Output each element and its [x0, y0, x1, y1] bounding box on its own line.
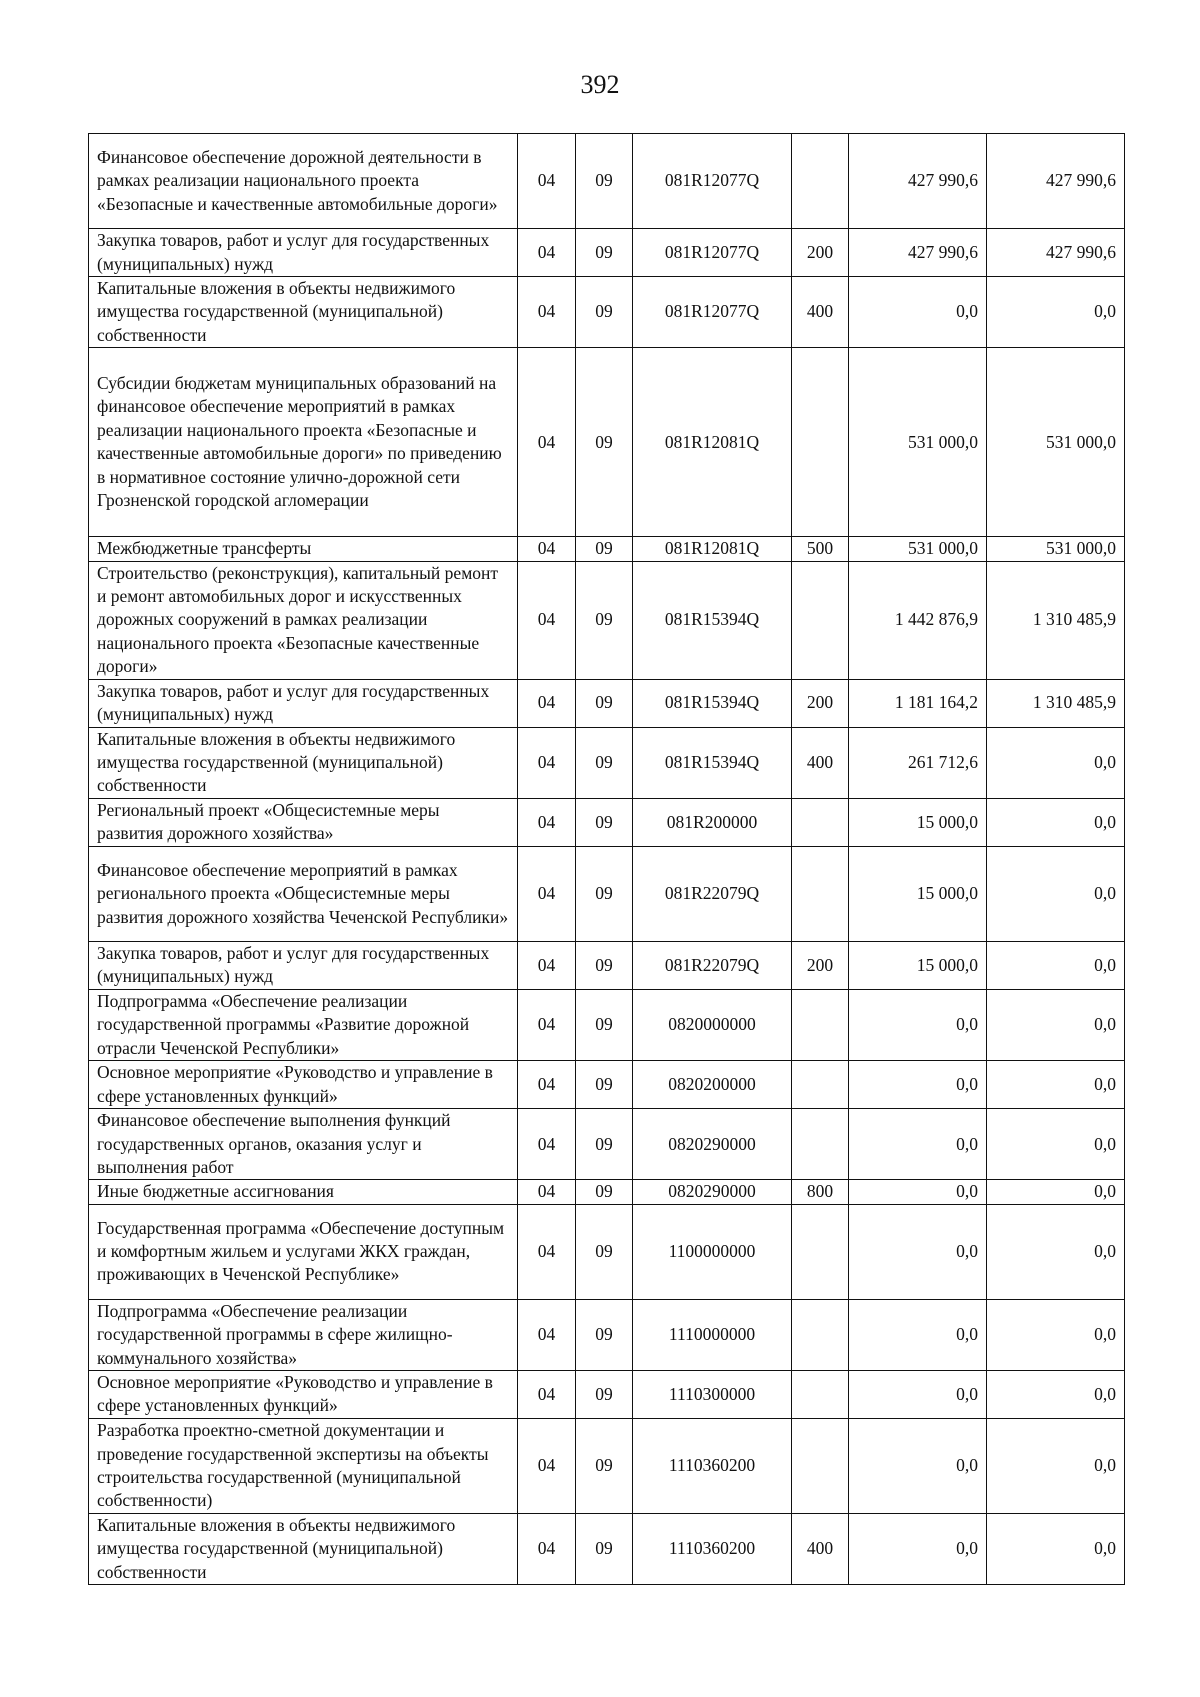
expense-type-code [792, 1204, 849, 1299]
amount-year-2: 0,0 [987, 1418, 1125, 1513]
table-row [89, 1109, 1125, 1180]
row-name: Строительство (реконструкция), капитальный ремонт и ремонт автомобильных дорог и искусственных дорожных сооружений в рамках реализации национального проекта «Безопасные качественные дороги» [89, 561, 518, 679]
expense-type-code: 200 [792, 229, 849, 277]
table-body [89, 134, 1125, 1585]
table-row [89, 1370, 1125, 1418]
target-article-code: 0820290000 [633, 1180, 792, 1204]
target-article-code: 081R15394Q [633, 561, 792, 679]
row-name: Основное мероприятие «Руководство и управление в сфере установленных функций» [89, 1370, 518, 1418]
section-code: 04 [518, 798, 576, 846]
target-article-code: 1100000000 [633, 1204, 792, 1299]
amount-year-2: 0,0 [987, 846, 1125, 941]
table-row [89, 1204, 1125, 1299]
row-name: Финансовое обеспечение выполнения функций государственных органов, оказания услуг и выполнения работ [89, 1109, 518, 1180]
expense-type-code [792, 1109, 849, 1180]
amount-year-2: 0,0 [987, 727, 1125, 798]
subsection-code: 09 [576, 561, 633, 679]
row-name: Субсидии бюджетам муниципальных образований на финансовое обеспечение мероприятий в рамках реализации национального проекта «Безопасные и качественные автомобильные дороги» по приведению в нормативное состояние улично-дорожной сети Грозненской городской агломерации [89, 348, 518, 537]
expense-type-code [792, 1370, 849, 1418]
target-article-code: 081R200000 [633, 798, 792, 846]
amount-year-2: 0,0 [987, 1204, 1125, 1299]
target-article-code: 081R12081Q [633, 537, 792, 561]
subsection-code: 09 [576, 1180, 633, 1204]
row-name: Подпрограмма «Обеспечение реализации государственной программы в сфере жилищно-коммунального хозяйства» [89, 1299, 518, 1370]
expense-type-code [792, 846, 849, 941]
row-name: Капитальные вложения в объекты недвижимого имущества государственной (муниципальной) собственности [89, 727, 518, 798]
section-code: 04 [518, 727, 576, 798]
row-name: Региональный проект «Общесистемные меры развития дорожного хозяйства» [89, 798, 518, 846]
target-article-code: 081R12077Q [633, 277, 792, 348]
expense-type-code [792, 798, 849, 846]
amount-year-1: 15 000,0 [849, 941, 987, 989]
amount-year-1: 0,0 [849, 1370, 987, 1418]
subsection-code: 09 [576, 1061, 633, 1109]
amount-year-2: 531 000,0 [987, 537, 1125, 561]
amount-year-1: 0,0 [849, 1109, 987, 1180]
amount-year-2: 0,0 [987, 798, 1125, 846]
row-name: Иные бюджетные ассигнования [89, 1180, 518, 1204]
section-code: 04 [518, 1370, 576, 1418]
table-row [89, 1061, 1125, 1109]
amount-year-1: 427 990,6 [849, 229, 987, 277]
section-code: 04 [518, 134, 576, 229]
subsection-code: 09 [576, 229, 633, 277]
subsection-code: 09 [576, 798, 633, 846]
table-row [89, 229, 1125, 277]
amount-year-1: 15 000,0 [849, 798, 987, 846]
expense-type-code: 400 [792, 277, 849, 348]
section-code: 04 [518, 1061, 576, 1109]
amount-year-1: 0,0 [849, 1418, 987, 1513]
target-article-code: 1110000000 [633, 1299, 792, 1370]
subsection-code: 09 [576, 1513, 633, 1584]
expense-type-code: 200 [792, 941, 849, 989]
row-name: Закупка товаров, работ и услуг для государственных (муниципальных) нужд [89, 229, 518, 277]
expense-type-code: 400 [792, 1513, 849, 1584]
row-name: Капитальные вложения в объекты недвижимого имущества государственной (муниципальной) собственности [89, 277, 518, 348]
section-code: 04 [518, 1299, 576, 1370]
amount-year-2: 0,0 [987, 1299, 1125, 1370]
amount-year-1: 0,0 [849, 277, 987, 348]
table-row [89, 1180, 1125, 1204]
target-article-code: 0820000000 [633, 989, 792, 1060]
amount-year-1: 0,0 [849, 1180, 987, 1204]
amount-year-2: 0,0 [987, 1109, 1125, 1180]
section-code: 04 [518, 941, 576, 989]
row-name: Подпрограмма «Обеспечение реализации государственной программы «Развитие дорожной отрасли Чеченской Республики» [89, 989, 518, 1060]
target-article-code: 0820200000 [633, 1061, 792, 1109]
expense-type-code [792, 1299, 849, 1370]
section-code: 04 [518, 679, 576, 727]
subsection-code: 09 [576, 134, 633, 229]
expense-type-code [792, 134, 849, 229]
amount-year-1: 0,0 [849, 1513, 987, 1584]
amount-year-1: 1 442 876,9 [849, 561, 987, 679]
target-article-code: 081R15394Q [633, 679, 792, 727]
expense-type-code [792, 561, 849, 679]
section-code: 04 [518, 1180, 576, 1204]
table-row [89, 1299, 1125, 1370]
section-code: 04 [518, 229, 576, 277]
amount-year-2: 0,0 [987, 1513, 1125, 1584]
amount-year-2: 0,0 [987, 1061, 1125, 1109]
subsection-code: 09 [576, 941, 633, 989]
amount-year-2: 427 990,6 [987, 134, 1125, 229]
subsection-code: 09 [576, 537, 633, 561]
subsection-code: 09 [576, 1370, 633, 1418]
amount-year-2: 0,0 [987, 941, 1125, 989]
amount-year-1: 1 181 164,2 [849, 679, 987, 727]
table-row [89, 537, 1125, 561]
amount-year-1: 15 000,0 [849, 846, 987, 941]
target-article-code: 1110360200 [633, 1513, 792, 1584]
amount-year-2: 0,0 [987, 1370, 1125, 1418]
table-row [89, 989, 1125, 1060]
amount-year-1: 0,0 [849, 1061, 987, 1109]
amount-year-2: 531 000,0 [987, 348, 1125, 537]
amount-year-2: 427 990,6 [987, 229, 1125, 277]
row-name: Финансовое обеспечение мероприятий в рамках регионального проекта «Общесистемные меры развития дорожного хозяйства Чеченской Республики» [89, 846, 518, 941]
target-article-code: 081R12077Q [633, 134, 792, 229]
target-article-code: 081R12077Q [633, 229, 792, 277]
section-code: 04 [518, 1109, 576, 1180]
table-row [89, 846, 1125, 941]
amount-year-1: 0,0 [849, 1299, 987, 1370]
amount-year-1: 427 990,6 [849, 134, 987, 229]
table-row [89, 679, 1125, 727]
expense-type-code: 200 [792, 679, 849, 727]
table-row [89, 277, 1125, 348]
expense-type-code: 800 [792, 1180, 849, 1204]
section-code: 04 [518, 989, 576, 1060]
amount-year-1: 261 712,6 [849, 727, 987, 798]
expense-type-code: 500 [792, 537, 849, 561]
amount-year-2: 1 310 485,9 [987, 679, 1125, 727]
amount-year-1: 531 000,0 [849, 348, 987, 537]
row-name: Межбюджетные трансферты [89, 537, 518, 561]
target-article-code: 081R22079Q [633, 846, 792, 941]
subsection-code: 09 [576, 348, 633, 537]
amount-year-1: 0,0 [849, 1204, 987, 1299]
row-name: Государственная программа «Обеспечение доступным и комфортным жильем и услугами ЖКХ граждан, проживающих в Чеченской Республике» [89, 1204, 518, 1299]
expense-type-code: 400 [792, 727, 849, 798]
section-code: 04 [518, 277, 576, 348]
target-article-code: 081R15394Q [633, 727, 792, 798]
expense-type-code [792, 1418, 849, 1513]
section-code: 04 [518, 561, 576, 679]
section-code: 04 [518, 537, 576, 561]
section-code: 04 [518, 1418, 576, 1513]
expense-type-code [792, 989, 849, 1060]
subsection-code: 09 [576, 1418, 633, 1513]
subsection-code: 09 [576, 1204, 633, 1299]
section-code: 04 [518, 1513, 576, 1584]
section-code: 04 [518, 1204, 576, 1299]
table-row [89, 348, 1125, 537]
row-name: Разработка проектно-сметной документации и проведение государственной экспертизы на объекты строительства государственной (муниципальной собственности) [89, 1418, 518, 1513]
subsection-code: 09 [576, 277, 633, 348]
table-row [89, 561, 1125, 679]
table-row [89, 1418, 1125, 1513]
expense-type-code [792, 348, 849, 537]
row-name: Капитальные вложения в объекты недвижимого имущества государственной (муниципальной) собственности [89, 1513, 518, 1584]
table-row [89, 134, 1125, 229]
section-code: 04 [518, 348, 576, 537]
section-code: 04 [518, 846, 576, 941]
subsection-code: 09 [576, 727, 633, 798]
subsection-code: 09 [576, 1299, 633, 1370]
budget-table [88, 133, 1125, 1585]
page-number: 392 [580, 70, 620, 99]
target-article-code: 1110360200 [633, 1418, 792, 1513]
row-name: Закупка товаров, работ и услуг для государственных (муниципальных) нужд [89, 941, 518, 989]
table-row [89, 941, 1125, 989]
amount-year-2: 0,0 [987, 989, 1125, 1060]
row-name: Основное мероприятие «Руководство и управление в сфере установленных функций» [89, 1061, 518, 1109]
row-name: Финансовое обеспечение дорожной деятельности в рамках реализации национального проекта «Безопасные и качественные автомобильные дороги» [89, 134, 518, 229]
amount-year-2: 0,0 [987, 1180, 1125, 1204]
amount-year-1: 0,0 [849, 989, 987, 1060]
subsection-code: 09 [576, 1109, 633, 1180]
subsection-code: 09 [576, 989, 633, 1060]
target-article-code: 081R22079Q [633, 941, 792, 989]
subsection-code: 09 [576, 846, 633, 941]
target-article-code: 1110300000 [633, 1370, 792, 1418]
target-article-code: 081R12081Q [633, 348, 792, 537]
expense-type-code [792, 1061, 849, 1109]
table-row [89, 727, 1125, 798]
amount-year-2: 0,0 [987, 277, 1125, 348]
amount-year-2: 1 310 485,9 [987, 561, 1125, 679]
table-row [89, 798, 1125, 846]
row-name: Закупка товаров, работ и услуг для государственных (муниципальных) нужд [89, 679, 518, 727]
table-row [89, 1513, 1125, 1584]
amount-year-1: 531 000,0 [849, 537, 987, 561]
target-article-code: 0820290000 [633, 1109, 792, 1180]
subsection-code: 09 [576, 679, 633, 727]
